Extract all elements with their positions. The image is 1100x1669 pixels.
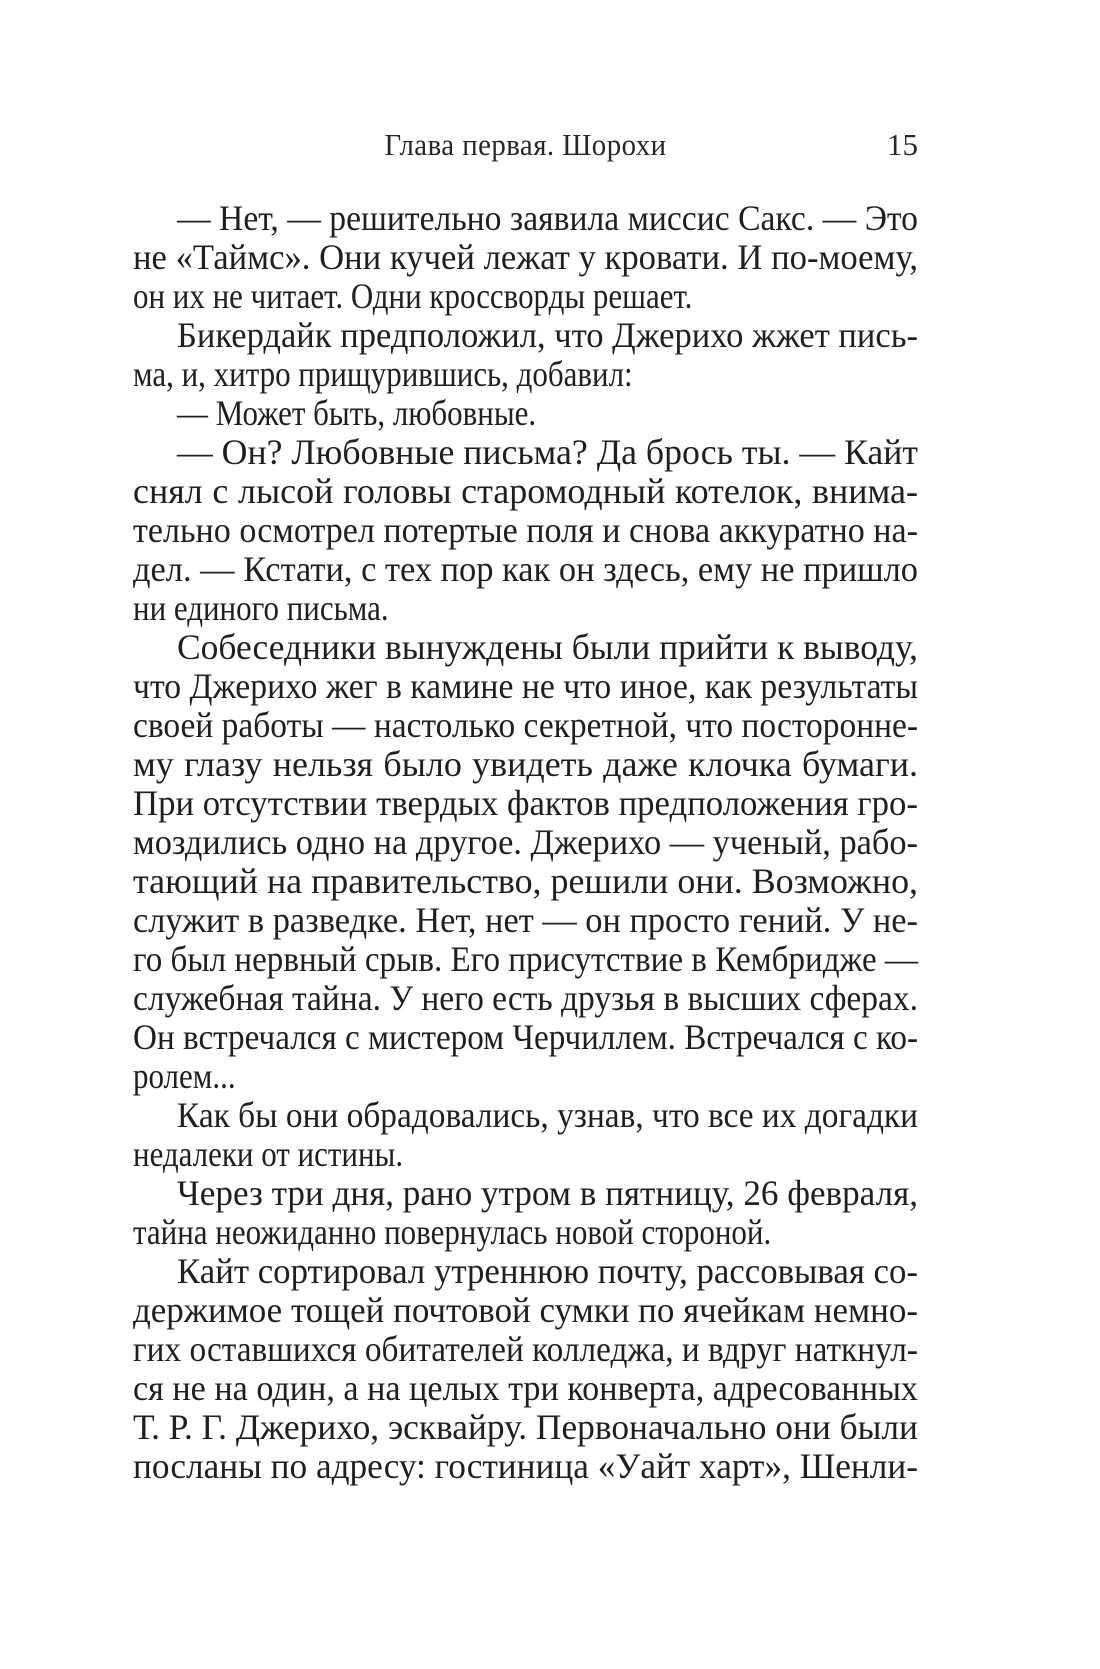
text-line: Кайт сортировал утреннюю почту, рассовывая со-: [177, 1251, 918, 1291]
paragraph: [133, 433, 918, 628]
text-line: Через три дня, рано утром в пятницу, 26 февраля,: [177, 1173, 918, 1213]
paragraph: [133, 628, 918, 1096]
text-line: ролем...: [133, 1056, 236, 1096]
paragraph: [133, 1096, 918, 1174]
text-line: — Может быть, любовные.: [177, 393, 537, 433]
text-line: тайна неожиданно повернулась новой стороной.: [133, 1212, 772, 1252]
text-line: он их не читает. Одни кроссворды решает.: [133, 276, 693, 316]
text-line: служит в разведке. Нет, нет — он просто гений. У не-: [133, 900, 918, 940]
page-number: 15: [887, 127, 918, 162]
text-line: посланы по адресу: гостиница «Уайт харт», Шенли-: [133, 1446, 918, 1486]
text-line: Как бы они обрадовались, узнав, что все их догадки: [177, 1095, 918, 1135]
text-line: снял с лысой головы старомодный котелок, внима-: [133, 471, 918, 511]
text-line: что Джерихо жег в камине не что иное, как результаты: [133, 666, 918, 706]
text-line: му глазу нельзя было увидеть даже клочка бумаги.: [133, 744, 918, 784]
text-line: — Он? Любовные письма? Да брось ты. — Кайт: [177, 432, 918, 472]
text-line: ни единого письма.: [133, 588, 389, 628]
chapter-title: Глава первая. Шорохи: [384, 127, 667, 162]
text-line: — Нет, — решительно заявила миссис Сакс. — Это: [177, 198, 918, 238]
text-line: своей работы — настолько секретной, что посторонне-: [133, 705, 918, 745]
text-line: Он встречался с мистером Черчиллем. Встречался с ко-: [133, 1017, 918, 1057]
paragraph: [133, 316, 918, 394]
text-line: гих оставшихся обитателей колледжа, и вдруг наткнул-: [133, 1329, 918, 1369]
page-text: [133, 199, 918, 1486]
text-line: держимое тощей почтовой сумки по ячейкам немно-: [133, 1290, 918, 1330]
text-line: моздились одно на другое. Джерихо — ученый, рабо-: [133, 822, 918, 862]
paragraph: [133, 1174, 918, 1252]
paragraph: [133, 1252, 918, 1486]
text-line: При отсутствии твердых фактов предположения гро-: [133, 783, 918, 823]
text-line: ся не на один, а на целых три конверта, адресованных: [133, 1368, 918, 1408]
text-line: Т. Р. Г. Джерихо, эсквайру. Первоначально они были: [133, 1407, 918, 1447]
paragraph: [133, 394, 918, 433]
text-line: го был нервный срыв. Его присутствие в Кембридже —: [133, 939, 918, 979]
text-line: ма, и, хитро прищурившись, добавил:: [133, 354, 633, 394]
text-line: тающий на правительство, решили они. Возможно,: [133, 861, 918, 901]
text-line: недалеки от истины.: [133, 1134, 404, 1174]
paragraph: [133, 199, 918, 316]
text-line: Собеседники вынуждены были прийти к выводу,: [177, 627, 918, 667]
text-line: служебная тайна. У него есть друзья в высших сферах.: [133, 978, 918, 1018]
text-line: дел. — Кстати, с тех пор как он здесь, ему не пришло: [133, 549, 918, 589]
running-header: [133, 127, 918, 163]
text-line: тельно осмотрел потертые поля и снова аккуратно на-: [133, 510, 918, 550]
text-line: Бикердайк предположил, что Джерихо жжет пись-: [177, 315, 918, 355]
text-line: не «Таймс». Они кучей лежат у кровати. И по-моему,: [133, 237, 918, 277]
